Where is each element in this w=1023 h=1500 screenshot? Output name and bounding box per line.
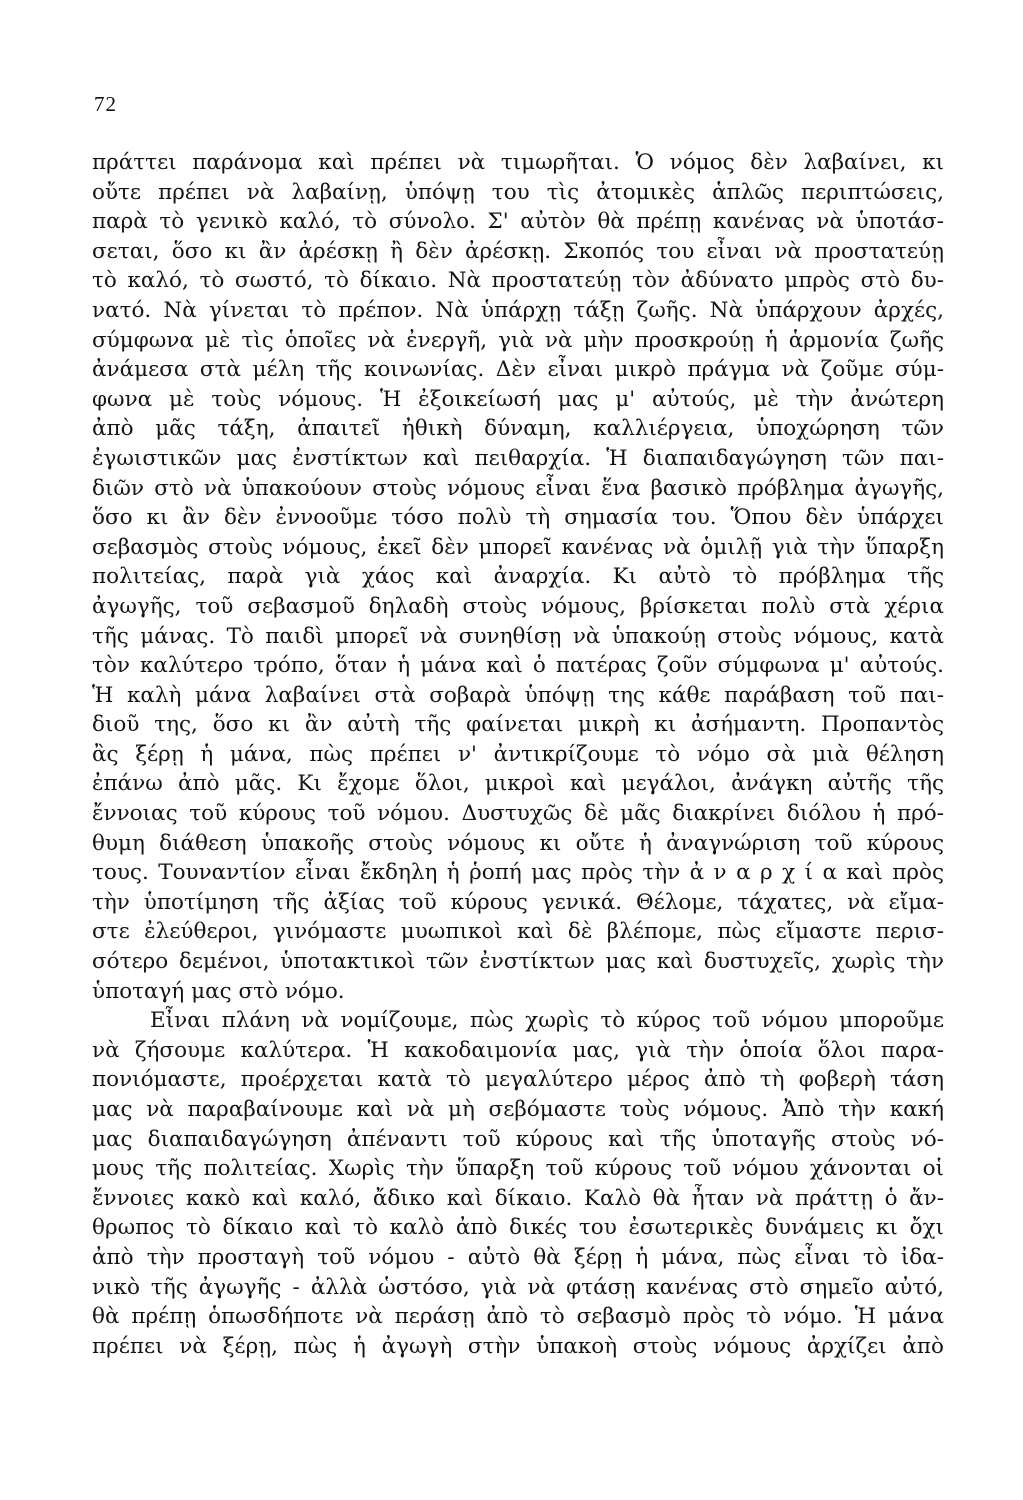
text-line: ἂς ξέρῃ ἡ μάνα, πὼς πρέπει ν' ἀντικρίζουμε τὸ νόμο σὰ μιὰ θέληση	[92, 741, 944, 767]
text-line: θρωπος τὸ δίκαιο καὶ τὸ καλὸ ἀπὸ δικές του ἐσωτερικὲς δυνάμεις κι ὄχι	[92, 1215, 944, 1241]
text-line: Ἡ καλὴ μάνα λαβαίνει στὰ σοβαρὰ ὑπόψῃ της κάθε παράβαση τοῦ παι-	[92, 682, 944, 708]
text-line: νὰ ζήσουμε καλύτερα. Ἡ κακοδαιμονία μας, γιὰ τὴν ὁποία ὅλοι παρα-	[92, 1037, 944, 1063]
text-line: ἀγωγῆς, τοῦ σεβασμοῦ δηλαδὴ στοὺς νόμους, βρίσκεται πολὺ στὰ χέρια	[92, 593, 944, 619]
body-text	[92, 148, 944, 1361]
text-line: τους. Τουναντίον εἶναι ἔκδηλη ἡ ῥοπή μας πρὸς τὴν ἀ ν α ρ χ ί α καὶ πρὸς	[92, 860, 944, 886]
text-line: ὑποταγή μας στὸ νόμο.	[92, 978, 345, 1004]
text-line: σεβασμὸς στοὺς νόμους, ἐκεῖ δὲν μπορεῖ κανένας νὰ ὁμιλῇ γιὰ τὴν ὕπαρξη	[92, 534, 944, 560]
text-line: ἐγωιστικῶν μας ἐνστίκτων καὶ πειθαρχία. Ἡ διαπαιδαγώγηση τῶν παι-	[92, 445, 944, 471]
text-line: ὅσο κι ἂν δὲν ἐννοοῦμε τόσο πολὺ τὴ σημασία του. Ὅπου δὲν ὑπάρχει	[92, 505, 944, 531]
text-line: διοῦ της, ὅσο κι ἂν αὐτὴ τῆς φαίνεται μικρὴ κι ἀσήμαντη. Προπαντὸς	[92, 712, 944, 738]
text-line: νατό. Νὰ γίνεται τὸ πρέπον. Νὰ ὑπάρχῃ τάξῃ ζωῆς. Νὰ ὑπάρχουν ἀρχές,	[92, 297, 944, 323]
text-line: ἔννοιας τοῦ κύρους τοῦ νόμου. Δυστυχῶς δὲ μᾶς διακρίνει διόλου ἡ πρό-	[92, 801, 944, 827]
text-line: σότερο δεμένοι, ὑποτακτικοὶ τῶν ἐνστίκτων μας καὶ δυστυχεῖς, χωρὶς τὴν	[92, 949, 944, 975]
text-line: ἀπὸ τὴν προσταγὴ τοῦ νόμου - αὐτὸ θὰ ξέρῃ ἡ μάνα, πὼς εἶναι τὸ ἰδα-	[92, 1244, 944, 1270]
text-line: νικὸ τῆς ἀγωγῆς - ἀλλὰ ὡστόσο, γιὰ νὰ φτάσῃ κανένας στὸ σημεῖο αὐτό,	[92, 1274, 944, 1300]
text-line: τὸ καλό, τὸ σωστό, τὸ δίκαιο. Νὰ προστατεύῃ τὸν ἀδύνατο μπρὸς στὸ δυ-	[92, 268, 944, 294]
text-line: διῶν στὸ νὰ ὑπακούουν στοὺς νόμους εἶναι ἕνα βασικὸ πρόβλημα ἀγωγῆς,	[92, 475, 944, 501]
text-line: πράττει παράνομα καὶ πρέπει νὰ τιμωρῆται. Ὁ νόμος δὲν λαβαίνει, κι	[92, 150, 944, 175]
text-line: θυμη διάθεση ὑπακοῆς στοὺς νόμους κι οὔτε ἡ ἀναγνώριση τοῦ κύρους	[92, 830, 944, 856]
text-line: οὔτε πρέπει νὰ λαβαίνῃ, ὑπόψῃ του τὶς ἀτομικὲς ἁπλῶς περιπτώσεις,	[92, 179, 944, 205]
text-line: σεται, ὅσο κι ἂν ἀρέσκῃ ἢ δὲν ἀρέσκῃ. Σκοπός του εἶναι νὰ προστατεύῃ	[92, 238, 944, 264]
text-line: ἀνάμεσα στὰ μέλη τῆς κοινωνίας. Δὲν εἶναι μικρὸ πράγμα νὰ ζοῦμε σύμ-	[92, 357, 944, 383]
text-line: μας διαπαιδαγώγηση ἀπέναντι τοῦ κύρους καὶ τῆς ὑποταγῆς στοὺς νό-	[92, 1126, 944, 1152]
text-line: φωνα μὲ τοὺς νόμους. Ἡ ἐξοικείωσή μας μ' αὐτούς, μὲ τὴν ἀνώτερη	[92, 386, 944, 412]
text-line: θὰ πρέπῃ ὁπωσδήποτε νὰ περάσῃ ἀπὸ τὸ σεβασμὸ πρὸς τὸ νόμο. Ἡ μάνα	[92, 1304, 944, 1330]
text-line: στε ἐλεύθεροι, γινόμαστε μυωπικοὶ καὶ δὲ βλέπομε, πὼς εἴμαστε περισ-	[92, 919, 944, 945]
text-line: ἐπάνω ἀπὸ μᾶς. Κι ἔχομε ὅλοι, μικροὶ καὶ μεγάλοι, ἀνάγκη αὐτῆς τῆς	[92, 771, 944, 797]
text-line: πονιόμαστε, προέρχεται κατὰ τὸ μεγαλύτερο μέρος ἀπὸ τὴ φοβερὴ τάση	[92, 1067, 944, 1093]
text-line: πολιτείας, παρὰ γιὰ χάος καὶ ἀναρχία. Κι αὐτὸ τὸ πρόβλημα τῆς	[92, 564, 944, 590]
text-line: σύμφωνα μὲ τὶς ὁποῖες νὰ ἐνεργῆ, γιὰ νὰ μὴν προσκρούῃ ἡ ἁρμονία ζωῆς	[92, 327, 944, 353]
text-line: ἔννοιες κακὸ καὶ καλό, ἄδικο καὶ δίκαιο. Καλὸ θὰ ἦταν νὰ πράττῃ ὁ ἄν-	[92, 1185, 944, 1211]
text-line: παρὰ τὸ γενικὸ καλό, τὸ σύνολο. Σ' αὐτὸν θὰ πρέπῃ κανένας νὰ ὑποτάσ-	[92, 209, 944, 235]
text-line: πρέπει νὰ ξέρῃ, πὼς ἡ ἀγωγὴ στὴν ὑπακοὴ στοὺς νόμους ἀρχίζει ἀπὸ	[92, 1333, 944, 1359]
text-line: τῆς μάνας. Τὸ παιδὶ μπορεῖ νὰ συνηθίσῃ νὰ ὑπακούῃ στοὺς νόμους, κατὰ	[92, 623, 944, 649]
text-line: τὸν καλύτερο τρόπο, ὅταν ἡ μάνα καὶ ὁ πατέρας ζοῦν σύμφωνα μ' αὐτούς.	[92, 653, 944, 679]
text-line: μους τῆς πολιτείας. Χωρὶς τὴν ὕπαρξη τοῦ κύρους τοῦ νόμου χάνονται οἱ	[92, 1156, 944, 1182]
text-line: ἀπὸ μᾶς τάξη, ἀπαιτεῖ ἠθικὴ δύναμη, καλλιέργεια, ὑποχώρηση τῶν	[92, 416, 944, 442]
text-line: Εἶναι πλάνη νὰ νομίζουμε, πὼς χωρὶς τὸ κύρος τοῦ νόμου μποροῦμε	[150, 1008, 944, 1034]
page-number: 72	[94, 92, 117, 116]
text-line: τὴν ὑποτίμηση τῆς ἀξίας τοῦ κύρους γενικά. Θέλομε, τάχατες, νὰ εἴμα-	[92, 889, 944, 915]
text-line: μας νὰ παραβαίνουμε καὶ νὰ μὴ σεβόμαστε τοὺς νόμους. Ἀπὸ τὴν κακή	[92, 1097, 944, 1122]
